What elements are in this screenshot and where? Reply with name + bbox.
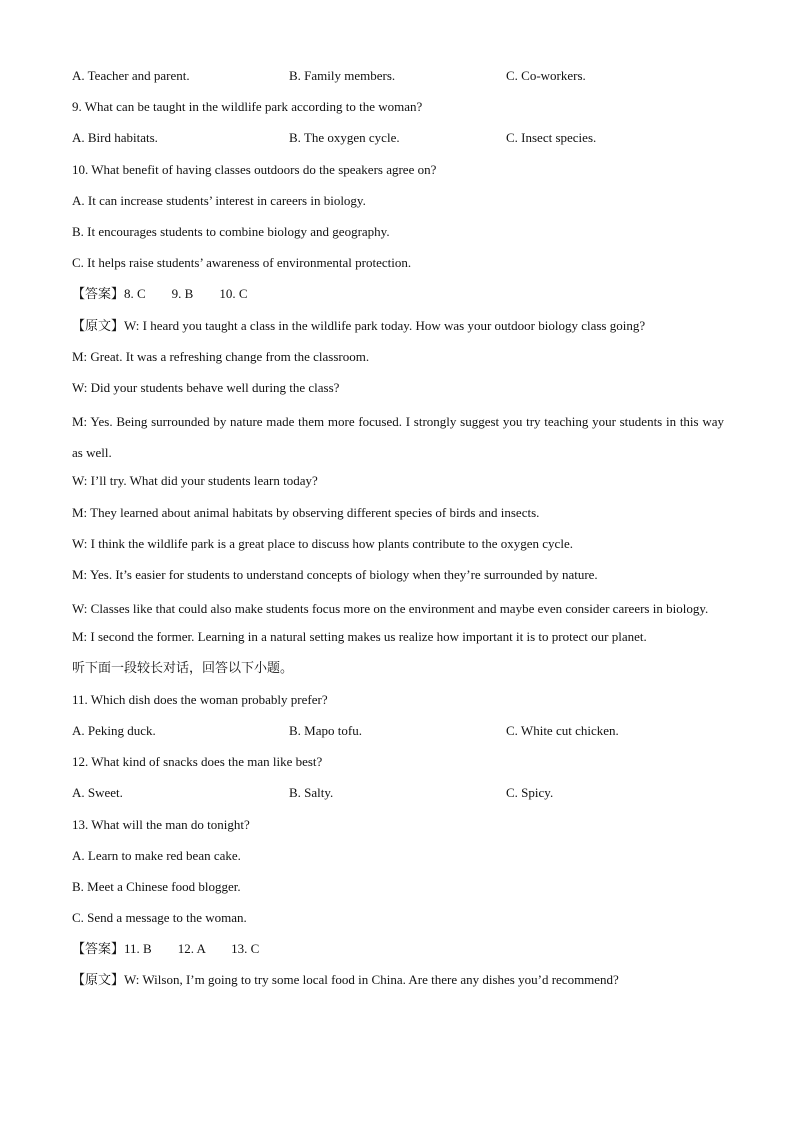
q8-options [72, 63, 724, 94]
script-tag: 【原文】 [72, 973, 125, 989]
option-b: B. It encourages students to combine biology and geography. [72, 223, 390, 239]
answer-line-2 [72, 936, 724, 967]
option-a: A. It can increase students’ interest in careers in biology. [72, 192, 366, 208]
option-c: C. Spicy. [506, 785, 554, 801]
option-a: A. Learn to make red bean cake. [72, 847, 241, 863]
script-line: W: Did your students behave well during the class? [72, 379, 340, 395]
option-a: A. Peking duck. [72, 722, 156, 738]
answer-values: 8. C 9. B 10. C [124, 286, 248, 302]
script-line: W: I’ll try. What did your students learn today? [72, 473, 318, 489]
q9-options [72, 125, 724, 156]
answer-values: 11. B 12. A 13. C [124, 941, 260, 957]
question-13: 13. What will the man do tonight? [72, 816, 250, 832]
script-tag: 【原文】 [72, 318, 125, 334]
script-line-1 [72, 313, 724, 344]
option-c: C. It helps raise students’ awareness of environmental protection. [72, 255, 412, 271]
question-9: 9. What can be taught in the wildlife park according to the woman? [72, 99, 423, 115]
question-12: 12. What kind of snacks does the man like best? [72, 754, 323, 770]
answer-line-1 [72, 281, 724, 312]
script-line: M: Great. It was a refreshing change from the classroom. [72, 348, 370, 364]
option-c: C. White cut chicken. [506, 722, 619, 738]
option-c: C. Co-workers. [506, 68, 586, 83]
option-c: C. Send a message to the woman. [72, 910, 247, 926]
section-intro: 听下面一段较长对话，回答以下小题。 [72, 660, 294, 676]
script-line: W: Classes like that could also make students focus more on the environment and maybe even consider careers in biology. [72, 601, 709, 617]
script-line-2 [72, 967, 724, 998]
script-line: M: They learned about animal habitats by observing different species of birds and insects. [72, 504, 540, 520]
option-a: A. Teacher and parent. [72, 68, 190, 83]
option-b: B. Family members. [289, 68, 396, 83]
script-text: W: Wilson, I’m going to try some local food in China. Are there any dishes you’d recommend? [124, 972, 619, 988]
document-page [72, 63, 724, 999]
script-text: W: I heard you taught a class in the wildlife park today. How was your outdoor biology class going? [124, 317, 646, 333]
option-b: B. Mapo tofu. [289, 722, 362, 738]
answer-tag: 【答案】 [72, 942, 125, 958]
script-line: M: Yes. Being surrounded by nature made them more focused. I strongly suggest you try teaching your students in this way as well. [72, 414, 724, 461]
option-b: B. Meet a Chinese food blogger. [72, 878, 241, 894]
q12-options [72, 780, 724, 811]
option-b: B. The oxygen cycle. [289, 130, 400, 146]
option-b: B. Salty. [289, 785, 334, 801]
script-line: W: I think the wildlife park is a great place to discuss how plants contribute to the oxygen cycle. [72, 535, 573, 551]
answer-tag: 【答案】 [72, 287, 125, 303]
option-a: A. Sweet. [72, 785, 123, 801]
script-line: M: Yes. It’s easier for students to understand concepts of biology when they’re surrounded by nature. [72, 567, 598, 583]
option-a: A. Bird habitats. [72, 130, 158, 146]
question-10: 10. What benefit of having classes outdoors do the speakers agree on? [72, 161, 437, 177]
script-line: M: I second the former. Learning in a natural setting makes us realize how important it is to protect our planet. [72, 629, 647, 645]
q11-options [72, 718, 724, 749]
option-c: C. Insect species. [506, 130, 597, 146]
question-11: 11. Which dish does the woman probably prefer? [72, 691, 328, 707]
